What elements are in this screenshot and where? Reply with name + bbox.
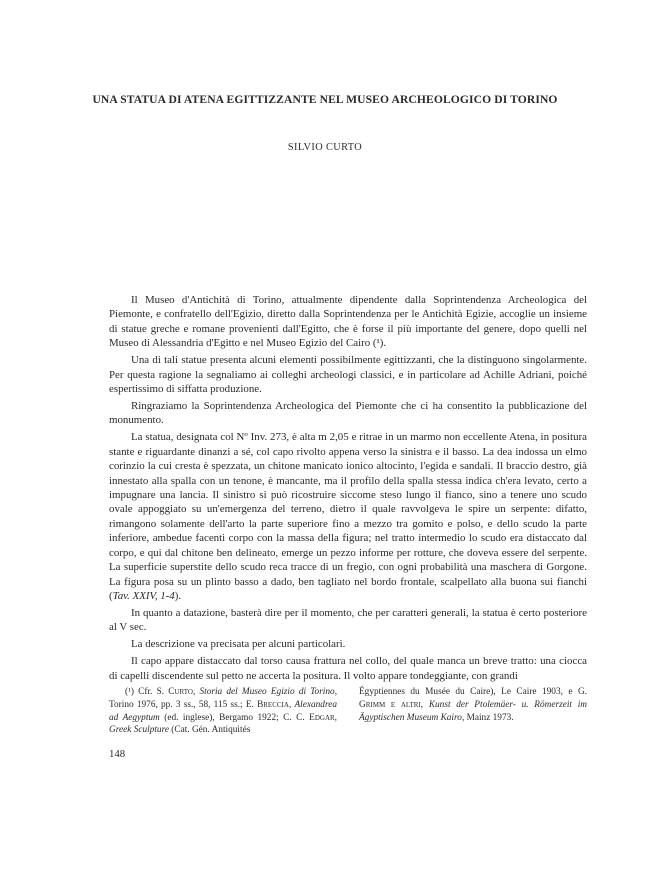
paragraph-5: In quanto a datazione, basterà dire per il momento, che per caratteri generali, la statua è certo posteriore al V sec.	[109, 606, 587, 634]
footnote-text: , Torino 1976, pp. 3 ss., 58, 115 ss.; E.	[109, 687, 338, 710]
plate-reference: Tav. XXIV, 1-4	[112, 589, 175, 602]
footnote-author-breccia: Breccia	[257, 699, 289, 710]
paragraph-4	[109, 430, 587, 603]
footnote-sep: ,	[334, 712, 337, 723]
footnote-text: (ed. inglese), Bergamo 1922; C. C.	[159, 712, 310, 723]
footnote-text: , Mainz 1973.	[461, 712, 514, 723]
paragraph-2: Una di tali statue presenta alcuni elementi possibilmente egittizzanti, che la distinguono singolarmente. Per questa ragione la segnaliamo ai colleghi archeologi classici, e in particolare ad Achille Adriani, poiché espertissimo di siffatta produzione.	[109, 354, 587, 396]
paragraph-1: Il Museo d'Antichità di Torino, attualmente dipendente dalla Soprintendenza Archeologica del Piemonte, e confratello dell'Egizio, diretto dalla Soprintendenza per le Antichità Egizie, accoglie un insieme di statue greche e romane provenienti dall'Egitto, che è forse il più importante del genere, dopo quelli nel Museo di Alessandria d'Egitto e nel Museo Egizio del Cairo (¹).	[109, 294, 587, 350]
paragraph-6: La descrizione va precisata per alcuni particolari.	[131, 638, 346, 651]
footnote-sep: ,	[420, 699, 429, 710]
article-author: SILVIO CURTO	[287, 142, 363, 153]
footnotes	[109, 686, 587, 737]
footnote-marker: (¹) Cfr.	[125, 687, 153, 697]
footnote-author-grimm: Grimm e altri	[359, 699, 421, 710]
footnote-column-1	[109, 686, 337, 737]
article-body	[109, 293, 587, 686]
paragraph-7: Il capo appare distaccato dal torso causa frattura nel collo, del quale manca un breve tratto: una ciocca di capelli discendente sul petto ne accerta la positura. Il volto appare tondeggiante, con grandi	[109, 655, 587, 682]
footnote-work-title: Greek Sculpture	[109, 725, 169, 736]
footnote-column-2	[359, 686, 587, 737]
footnote-author-edgar: Edgar	[309, 712, 335, 723]
footnote-text: (Cat. Gén. Antiquités	[168, 725, 251, 736]
footnote-work-title: Alexandrea ad Aegyptum	[109, 699, 337, 723]
plate-reference-close: ).	[174, 589, 182, 602]
page-number: 148	[109, 748, 126, 760]
footnote-sep: ,	[192, 687, 200, 697]
paragraph-3: Ringraziamo la Soprintendenza Archeologica del Piemonte che ci ha consentito la pubblicazione del monumento.	[109, 400, 587, 427]
footnote-text: Égyptiennes du Musée du Caire), Le Caire 1903, e G.	[359, 687, 587, 697]
footnote-author-curto: S. Curto	[156, 687, 193, 697]
footnote-1-part-1	[157, 687, 200, 697]
footnote-work-title: Storia del Museo Egizio di Torino	[199, 687, 335, 697]
article-title: UNA STATUA DI ATENA EGITTIZZANTE NEL MUSEO ARCHEOLOGICO DI TORINO	[92, 93, 558, 106]
paragraph-4-text: La statua, designata col Nº Inv. 273, è alta m 2,05 e ritrae in un marmo non eccellente Atena, in positura stante e riguardante dinanzi a sé, col capo rivolto appena verso la sinistra e il basso. La dea indossa un elmo corinzio la cui cresta è spezzata, un chitone manicato ionico altocinto, l'egida e sandali. Il braccio destro, già innestato alla spalla con un tenone, è mancante, ma il profilo della spalla stessa indica ch'era levato, certo a impugnare una lancia. Il sinistro si può ricostruire siccome steso lungo il fianco, sino a tenere uno scudo ovale appoggiato su un'emergenza del terreno, dietro il quale ravvolgeva le spire un serpente: difatto, rimangono solamente dell'arto la parte superiore fino a mezzo tra gomito e polso, e dello scudo la parte inferiore, ambedue facenti corpo con la massa della figura; nel tratto intermedio lo scudo era distaccato dal corpo, e qui dal chitone ben delineato, emerge un pezzo informe per rotture, che doveva essere del serpente. La superficie superstite dello scudo reca tracce di un fregio, con ogni probabilità una maschera di Gorgone. La figura posa su un plinto basso a dado, ben tagliato nel bordo frontale, scalpellato alla buona sui fianchi (	[109, 431, 587, 602]
footnote-sep: ,	[288, 699, 295, 710]
footnote-work-title: Kunst der Ptolemäer- u. Römerzeit im Ägyptischen Museum Kairo	[359, 699, 587, 723]
